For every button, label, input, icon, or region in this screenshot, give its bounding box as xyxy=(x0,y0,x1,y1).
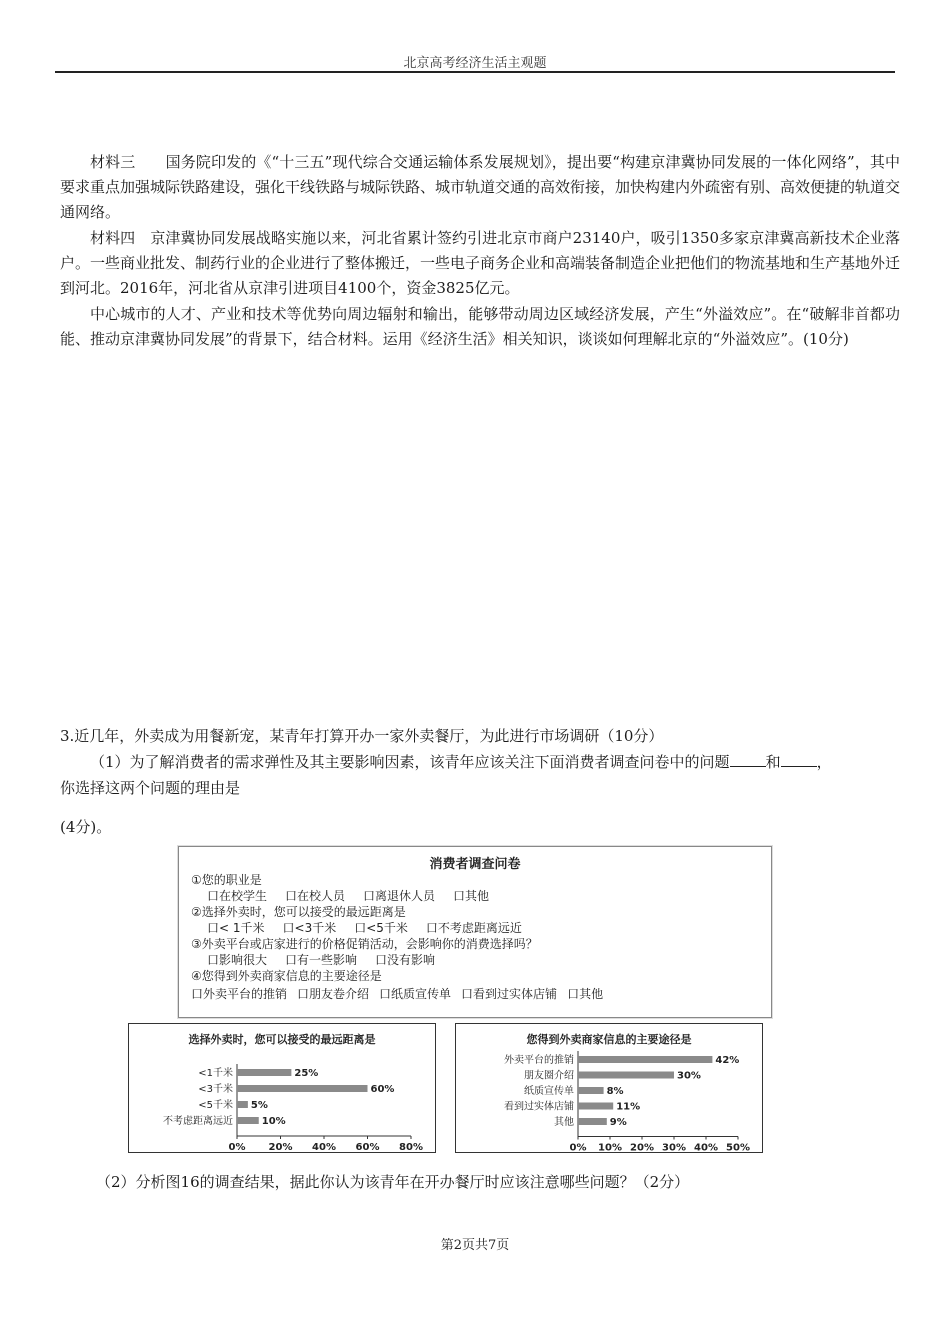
chart-bar xyxy=(578,1118,607,1125)
survey-option: 口离退休人员 xyxy=(363,889,436,903)
chart-tick-label: 20% xyxy=(268,1142,293,1152)
chart-tick-label: 0% xyxy=(228,1142,246,1152)
question-3-part-2: （2）分析图16的调查结果，据此你认为该青年在开办餐厅时应该注意哪些问题？（2分） xyxy=(96,1173,690,1191)
chart-bar xyxy=(578,1103,613,1110)
survey-title: 消费者调查问卷 xyxy=(429,857,521,872)
chart-title: 您得到外卖商家信息的主要途径是 xyxy=(526,1033,692,1046)
survey-option: 口看到过实体店铺 xyxy=(461,987,558,1001)
header-rule xyxy=(55,71,895,73)
chart-category-label: 朋友圈介绍 xyxy=(524,1070,574,1082)
chart-tick-label: 50% xyxy=(726,1142,750,1152)
chart-bar xyxy=(578,1087,604,1094)
material-four: 材料四 京津冀协同发展战略实施以来，河北省累计签约引进北京市商户23140户，吸引1350多家京津冀高新技术企业落户。一些商业批发、制药行业的企业进行了整体搬迁，一些电子商务企业和高端装备制造企业把他们的物流基地和生产基地外迁到河北。2016年，河北省从京津引进项目4100个，资金3825亿元。 xyxy=(60,229,901,297)
survey-q3: ③外卖平台或店家进行的价格促销活动，会影响你的消费选择吗？ xyxy=(191,937,538,951)
question-3-part-1 xyxy=(90,750,900,775)
chart-bar xyxy=(578,1072,674,1079)
chart-tick-label: 20% xyxy=(630,1142,654,1152)
chart-category-label: <1千米 xyxy=(198,1068,233,1079)
info-source-chart xyxy=(455,1023,763,1153)
q3-part1-and: 和 xyxy=(765,753,781,771)
chart-bar xyxy=(578,1056,712,1063)
chart-tick-label: 30% xyxy=(662,1142,686,1152)
survey-option: 口朋友卷介绍 xyxy=(297,987,370,1001)
chart-value-label: 11% xyxy=(616,1101,641,1113)
page-header-title: 北京高考经济生活主观题 xyxy=(403,56,547,71)
chart-title: 选择外卖时，您可以接受的最远距离是 xyxy=(188,1033,376,1046)
q3-part1-reason: 你选择这两个问题的理由是 xyxy=(60,779,241,797)
survey-q1: ①您的职业是 xyxy=(191,873,262,887)
chart-tick-label: 0% xyxy=(569,1142,587,1152)
question-3-title: 3.近几年，外卖成为用餐新宠，某青年打算开办一家外卖餐厅，为此进行市场调研（10分） xyxy=(60,727,664,745)
answer-blank-1[interactable] xyxy=(730,752,766,767)
chart-bar xyxy=(237,1101,248,1108)
chart-value-label: 60% xyxy=(370,1084,395,1095)
survey-option: 口<5千米 xyxy=(354,921,408,935)
chart-category-label: <3千米 xyxy=(198,1084,233,1095)
q3-part1-score: (4分)。 xyxy=(60,818,112,836)
survey-option: 口影响很大 xyxy=(207,953,268,967)
chart-bar xyxy=(237,1085,368,1092)
survey-option: 口没有影响 xyxy=(375,953,436,967)
survey-option: 口外卖平台的推销 xyxy=(191,987,288,1001)
chart-category-label: 其他 xyxy=(554,1117,574,1128)
survey-q1-options xyxy=(207,887,507,904)
chart-value-label: 42% xyxy=(715,1055,740,1066)
chart-value-label: 5% xyxy=(250,1100,268,1111)
chart-bar xyxy=(237,1069,291,1076)
chart-tick-label: 60% xyxy=(355,1142,380,1152)
chart-value-label: 8% xyxy=(606,1086,624,1097)
chart-tick-label: 10% xyxy=(598,1142,622,1152)
survey-q4: ④您得到外卖商家信息的主要途径是 xyxy=(191,969,382,983)
survey-option: 口有一些影响 xyxy=(285,953,358,967)
survey-q3-options xyxy=(207,951,453,968)
survey-option: 口纸质宣传单 xyxy=(379,987,452,1001)
chart-value-label: 25% xyxy=(294,1068,319,1079)
survey-option: 口其他 xyxy=(453,889,490,903)
chart-category-label: 不考虑距离远近 xyxy=(163,1116,233,1127)
chart-tick-label: 80% xyxy=(399,1142,423,1152)
consumer-survey-questionnaire xyxy=(178,846,772,1018)
page-number: 第2页共7页 xyxy=(440,1238,510,1253)
chart-value-label: 9% xyxy=(609,1117,627,1128)
chart-tick-label: 40% xyxy=(312,1142,336,1152)
survey-option: 口其他 xyxy=(567,987,604,1001)
question-2-prompt: 中心城市的人才、产业和技术等优势向周边辐射和输出，能够带动周边区域经济发展，产生“外溢效应”。在“破解非首都功能、推动京津冀协同发展”的背景下，结合材料。运用《经济生活》相关知识，谈谈如何理解北京的“外溢效应”。(10分) xyxy=(60,305,900,348)
distance-chart xyxy=(128,1023,436,1153)
chart-tick-label: 40% xyxy=(694,1142,718,1152)
chart-category-label: <5千米 xyxy=(198,1100,233,1111)
answer-blank-2[interactable] xyxy=(781,752,817,767)
q3-part1-text: （1）为了解消费者的需求弹性及其主要影响因素，该青年应该关注下面消费者调查问卷中的问题 xyxy=(90,753,730,771)
chart-category-label: 外卖平台的推销 xyxy=(504,1055,574,1066)
survey-option: 口在校学生 xyxy=(207,889,268,903)
survey-option: 口<3千米 xyxy=(282,921,337,935)
survey-q4-options xyxy=(191,985,613,1002)
chart-bar xyxy=(237,1117,259,1124)
survey-option: 口不考虑距离远近 xyxy=(425,921,522,935)
chart-value-label: 10% xyxy=(261,1116,286,1127)
chart-category-label: 看到过实体店铺 xyxy=(504,1101,574,1113)
survey-option: 口< 1千米 xyxy=(207,921,265,935)
info-source-chart-svg xyxy=(456,1024,762,1152)
q3-part1-end: ， xyxy=(816,753,832,771)
chart-category-label: 纸质宣传单 xyxy=(524,1086,574,1097)
material-three: 材料三 国务院印发的《“十三五”现代综合交通运输体系发展规划》，提出要“构建京津冀协同发展的一体化网络”，其中要求重点加强城际铁路建设，强化干线铁路与城际铁路、城市轨道交通的高效衔接，加快构建内外疏密有别、高效便捷的轨道交通网络。 xyxy=(60,153,901,221)
distance-chart-svg xyxy=(129,1024,435,1152)
survey-q2-options xyxy=(207,919,540,936)
survey-option: 口在校人员 xyxy=(285,889,346,903)
chart-value-label: 30% xyxy=(677,1070,701,1082)
survey-q2: ②选择外卖时，您可以接受的最远距离是 xyxy=(191,905,406,919)
